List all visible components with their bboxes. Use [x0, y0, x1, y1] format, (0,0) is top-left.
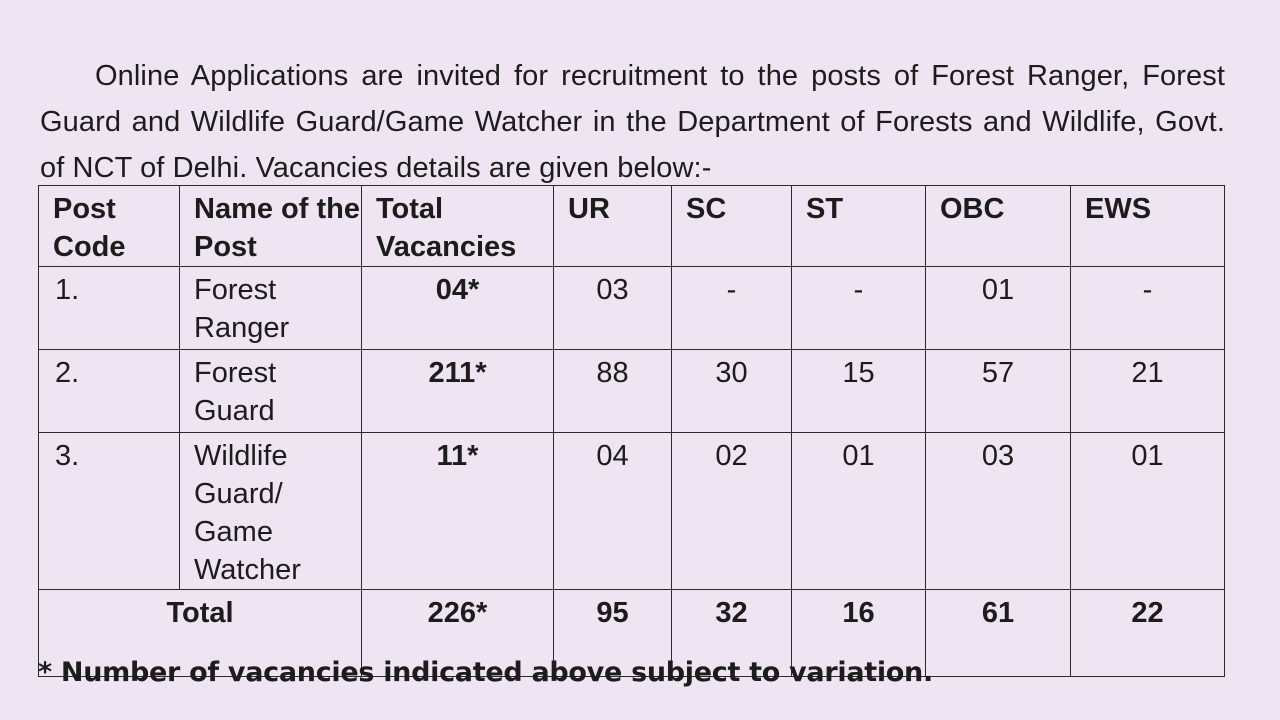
cell-obc: 03	[926, 433, 1071, 590]
cell-total-vacancies: 11*	[362, 433, 554, 590]
cell-st: 15	[792, 350, 926, 433]
table-header-row	[39, 186, 1225, 267]
table-row	[39, 433, 1225, 590]
cell-sc: 30	[672, 350, 792, 433]
cell-post-code: 1.	[39, 267, 180, 350]
cell-ur: 03	[554, 267, 672, 350]
cell-total-st: 16	[792, 590, 926, 677]
cell-post-name: Forest Guard	[180, 350, 362, 433]
cell-ur: 88	[554, 350, 672, 433]
cell-sc: 02	[672, 433, 792, 590]
cell-total-vacancies: 04*	[362, 267, 554, 350]
cell-st: 01	[792, 433, 926, 590]
cell-st: -	[792, 267, 926, 350]
cell-obc: 01	[926, 267, 1071, 350]
cell-total-ur: 95	[554, 590, 672, 677]
cell-ews: 01	[1071, 433, 1225, 590]
cell-post-name: Forest Ranger	[180, 267, 362, 350]
cell-post-code: 3.	[39, 433, 180, 590]
cell-sc: -	[672, 267, 792, 350]
header-sc: SC	[672, 186, 792, 267]
vacancy-table	[38, 185, 1225, 677]
cell-ur: 04	[554, 433, 672, 590]
cell-total-vacancies: 211*	[362, 350, 554, 433]
intro-paragraph	[40, 53, 1225, 191]
cell-post-name: Wildlife Guard/ Game Watcher	[180, 433, 362, 590]
cell-obc: 57	[926, 350, 1071, 433]
cell-post-code: 2.	[39, 350, 180, 433]
footnote: * Number of vacancies indicated above subject to variation.	[38, 657, 933, 688]
header-ur: UR	[554, 186, 672, 267]
header-obc: OBC	[926, 186, 1071, 267]
cell-total-sc: 32	[672, 590, 792, 677]
cell-total-label: Total	[39, 590, 362, 677]
intro-text: Online Applications are invited for recruitment to the posts of Forest Ranger, Forest Guard and Wildlife Guard/Game Watcher in the Department of Forests and Wildlife, Govt. of NCT of Delhi. Vacancies details are given below:-	[40, 60, 1225, 184]
table-row	[39, 350, 1225, 433]
header-post-code: Post Code	[39, 186, 180, 267]
cell-ews: -	[1071, 267, 1225, 350]
cell-total-vacancies-sum: 226*	[362, 590, 554, 677]
cell-total-obc: 61	[926, 590, 1071, 677]
header-ews: EWS	[1071, 186, 1225, 267]
header-post-name: Name of the Post	[180, 186, 362, 267]
cell-ews: 21	[1071, 350, 1225, 433]
header-total-vacancies: Total Vacancies	[362, 186, 554, 267]
header-st: ST	[792, 186, 926, 267]
table-row	[39, 267, 1225, 350]
cell-total-ews: 22	[1071, 590, 1225, 677]
